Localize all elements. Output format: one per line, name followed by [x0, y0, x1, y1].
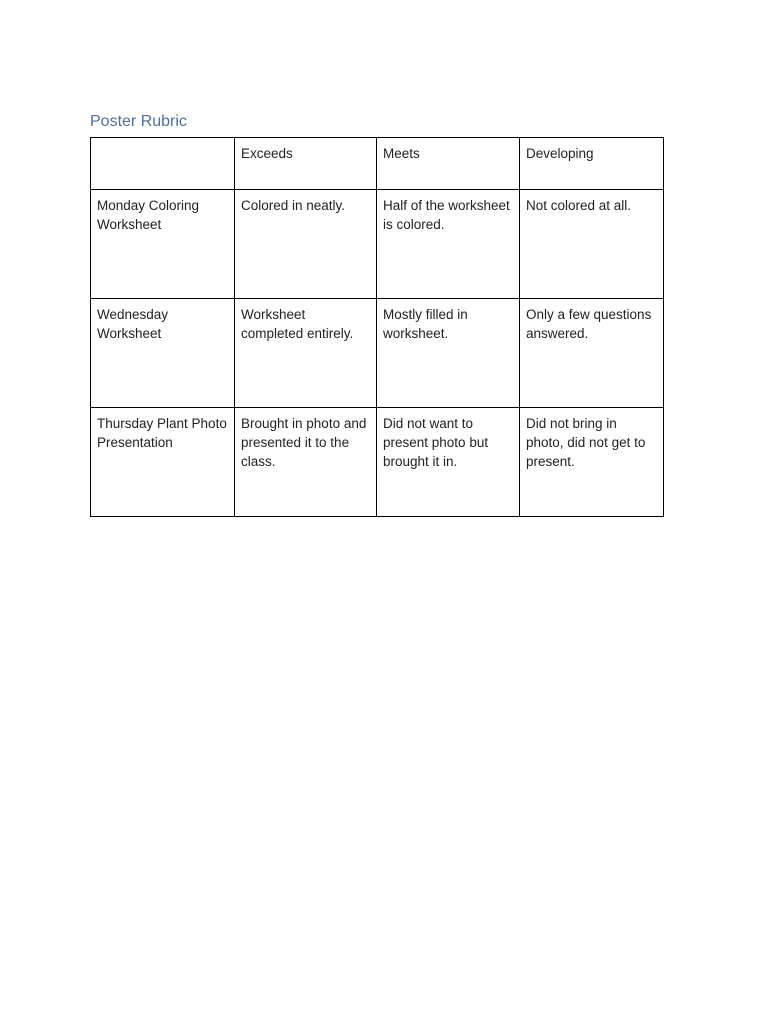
meets-cell: Did not want to present photo but brought it in. — [377, 408, 520, 517]
developing-cell: Not colored at all. — [520, 190, 664, 299]
rubric-table — [90, 137, 664, 517]
exceeds-cell: Brought in photo and presented it to the class. — [235, 408, 377, 517]
developing-cell: Did not bring in photo, did not get to present. — [520, 408, 664, 517]
header-cell-meets: Meets — [377, 138, 520, 190]
exceeds-cell: Colored in neatly. — [235, 190, 377, 299]
header-cell-criteria — [91, 138, 235, 190]
criteria-cell: Thursday Plant Photo Presentation — [91, 408, 235, 517]
meets-cell: Half of the worksheet is colored. — [377, 190, 520, 299]
meets-cell: Mostly filled in worksheet. — [377, 299, 520, 408]
criteria-cell: Wednesday Worksheet — [91, 299, 235, 408]
header-cell-developing: Developing — [520, 138, 664, 190]
table-row — [91, 299, 664, 408]
header-cell-exceeds: Exceeds — [235, 138, 377, 190]
table-row — [91, 408, 664, 517]
criteria-cell: Monday Coloring Worksheet — [91, 190, 235, 299]
exceeds-cell: Worksheet completed entirely. — [235, 299, 377, 408]
table-header-row — [91, 138, 664, 190]
table-row — [91, 190, 664, 299]
page-title: Poster Rubric — [90, 113, 187, 130]
developing-cell: Only a few questions answered. — [520, 299, 664, 408]
